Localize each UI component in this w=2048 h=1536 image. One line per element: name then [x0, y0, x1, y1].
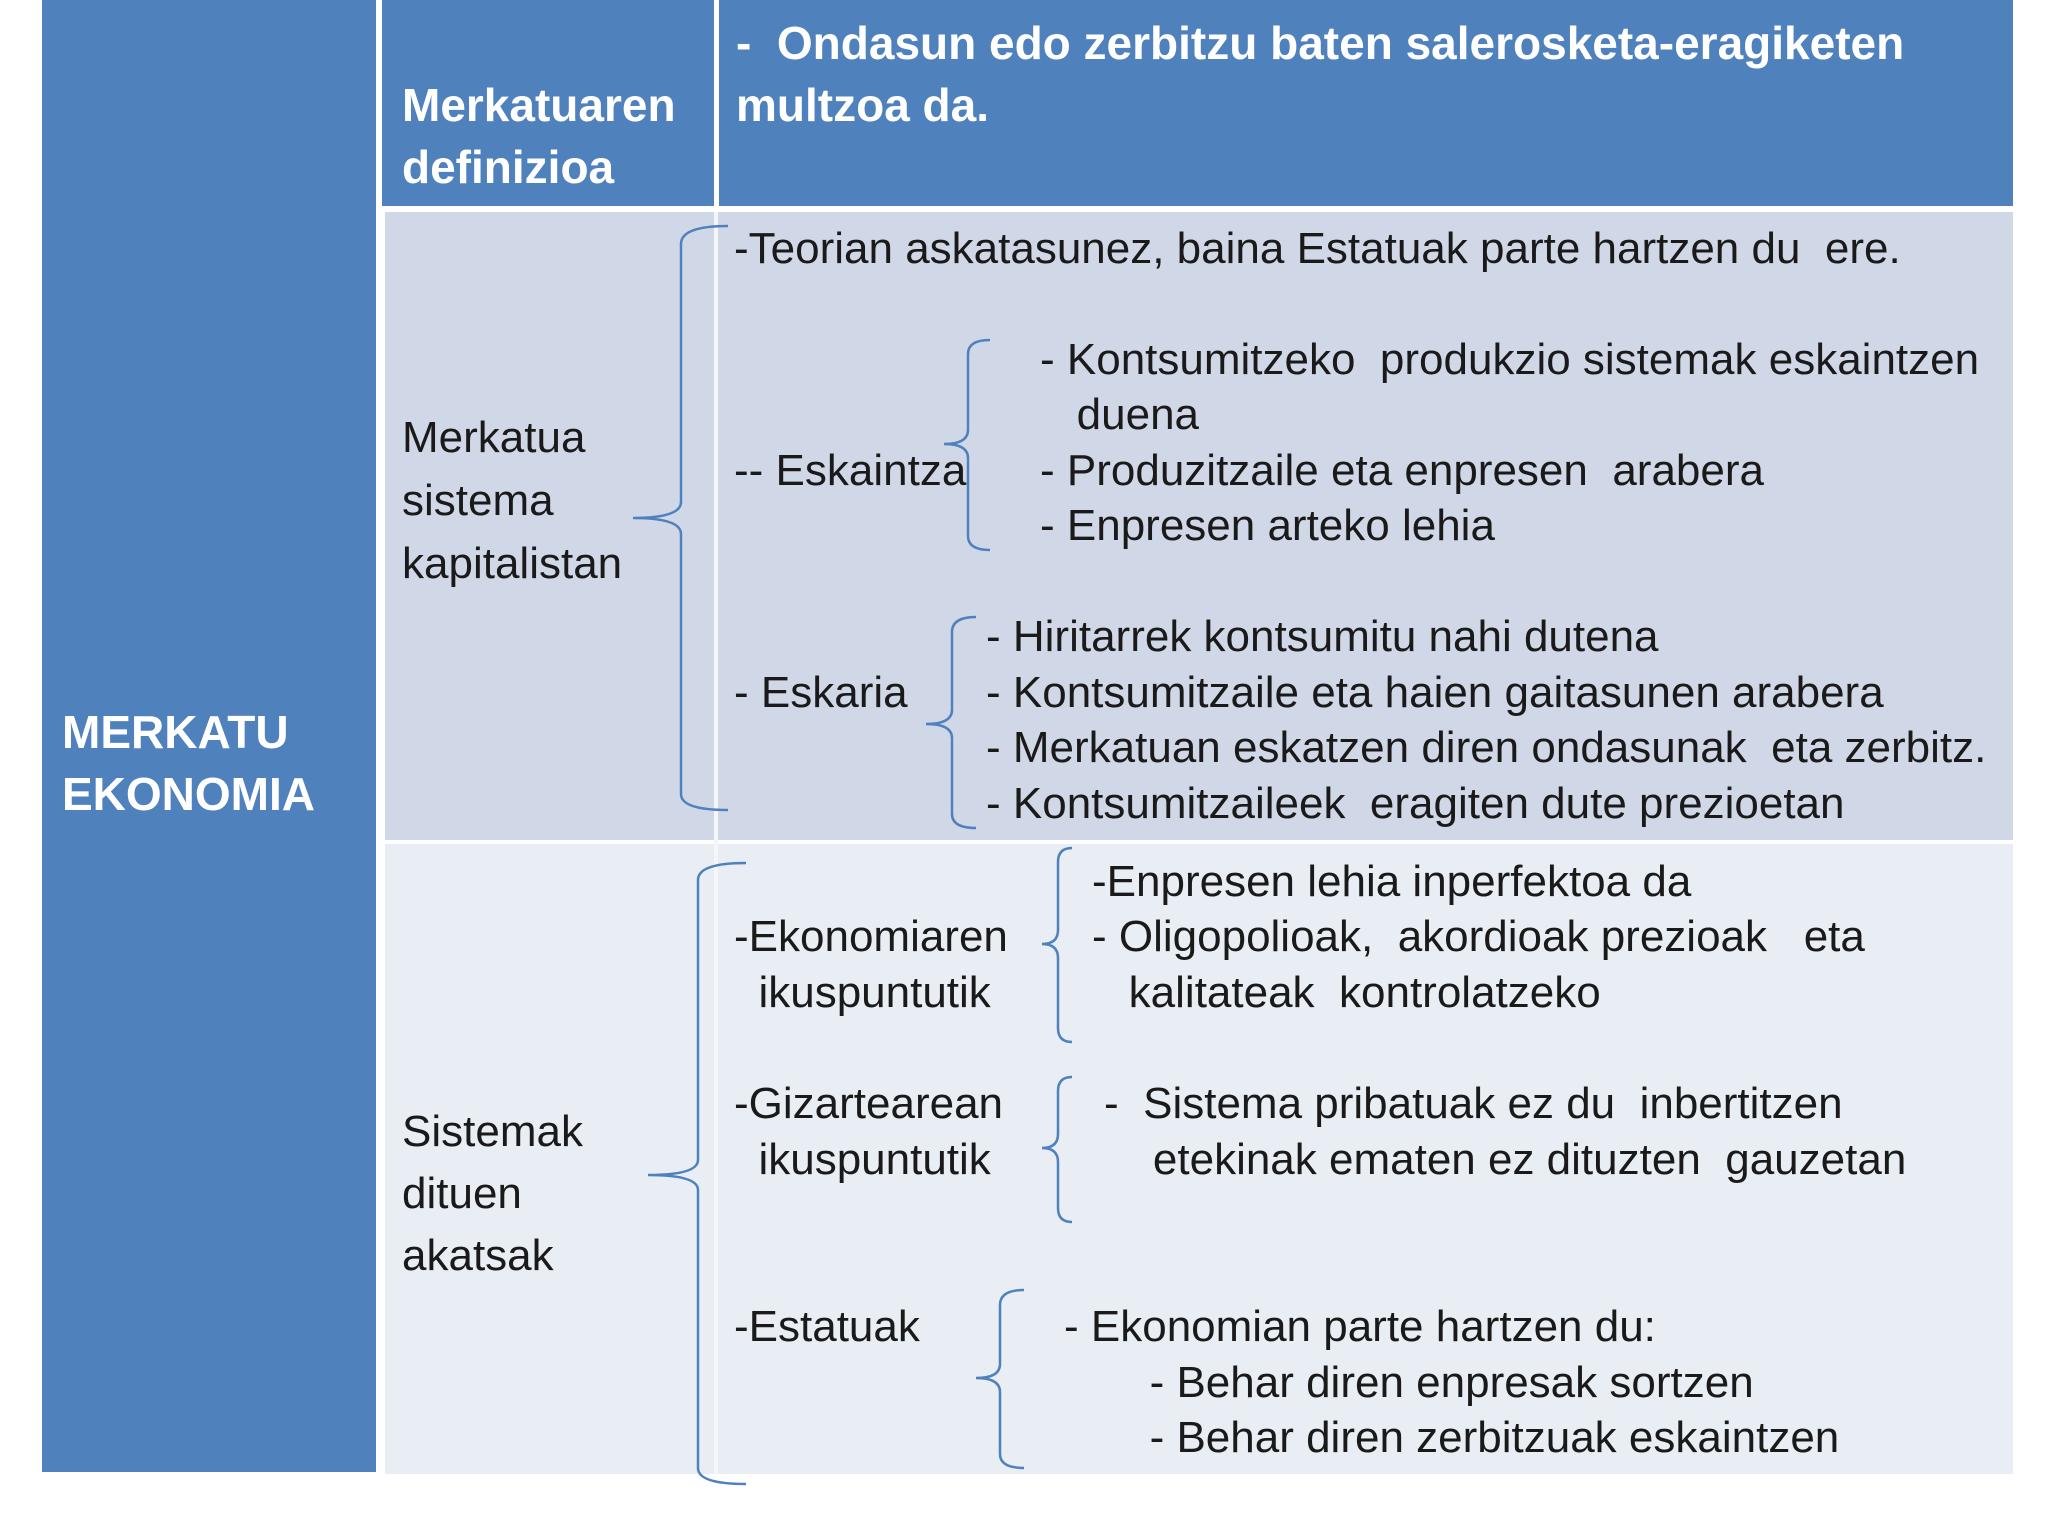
demand-label: - Eskaria — [734, 668, 908, 717]
offer-item-2: duena — [1040, 390, 1200, 439]
flaws-label-line-2: dituen — [402, 1169, 522, 1218]
economy-item-1: -Enpresen lehia inperfektoa da — [1092, 857, 1692, 906]
society-brace — [1042, 1077, 1072, 1222]
economy-label-line-2: ikuspuntutik — [734, 968, 991, 1017]
economy-label-line-1: -Ekonomiaren — [734, 912, 1008, 961]
state-brace — [976, 1290, 1024, 1468]
society-item-1: - Sistema pribatuak ez du inbertitzen — [1104, 1079, 1843, 1128]
offer-brace — [944, 340, 990, 550]
economy-brace — [1042, 848, 1072, 1042]
capitalist-label-line-1: Merkatua — [402, 413, 586, 462]
flaws-label-line-3: akatsak — [402, 1231, 554, 1280]
offer-item-3: - Produzitzaile eta enpresen arabera — [1040, 446, 1764, 495]
definition-label-line-2: definizioa — [402, 141, 615, 193]
state-label: -Estatuak — [734, 1302, 920, 1351]
flaws-label-line-1: Sistemak — [402, 1107, 583, 1156]
flaws-brace — [648, 863, 746, 1484]
capitalist-brace — [633, 226, 728, 810]
society-label-line-1: -Gizartearean — [734, 1079, 1004, 1128]
demand-item-4: - Kontsumitzaileek eragiten dute prezioetan — [986, 779, 1845, 828]
offer-label: -- Eskaintza — [734, 446, 967, 495]
state-item-1: - Ekonomian parte hartzen du: — [1064, 1302, 1656, 1351]
capitalist-label-line-2: sistema — [402, 476, 554, 525]
state-item-2: - Behar diren enpresak sortzen — [1064, 1358, 1754, 1407]
capitalist-label-line-3: kapitalistan — [402, 539, 623, 588]
demand-brace — [926, 617, 976, 828]
economy-item-2: - Oligopolioak, akordioak prezioak eta — [1092, 912, 1865, 961]
demand-item-1: - Hiritarrek kontsumitu nahi dutena — [986, 612, 1659, 661]
society-item-2: etekinak ematen ez dituzten gauzetan — [1104, 1135, 1907, 1184]
definition-label-line-1: Merkatuaren — [402, 79, 676, 131]
demand-item-2: - Kontsumitzaile eta haien gaitasunen arabera — [986, 668, 1884, 717]
side-label-line-2: EKONOMIA — [62, 768, 315, 820]
side-label-line-1: MERKATU — [62, 706, 289, 758]
demand-item-3: - Merkatuan eskatzen diren ondasunak eta zerbitz. — [986, 723, 1987, 772]
state-item-3: - Behar diren zerbitzuak eskaintzen — [1064, 1413, 1840, 1462]
offer-item-4: - Enpresen arteko lehia — [1040, 501, 1495, 550]
economy-item-3: kalitateak kontrolatzeko — [1092, 968, 1601, 1017]
definition-text-line-1: - Ondasun edo zerbitzu baten salerosketa-eragiketen — [736, 17, 1905, 69]
capitalist-intro: -Teorian askatasunez, baina Estatuak parte hartzen du ere. — [734, 224, 1901, 273]
offer-item-1: - Kontsumitzeko produkzio sistemak eskaintzen — [1040, 335, 1980, 384]
definition-text-line-2: multzoa da. — [736, 79, 990, 131]
society-label-line-2: ikuspuntutik — [734, 1135, 991, 1184]
